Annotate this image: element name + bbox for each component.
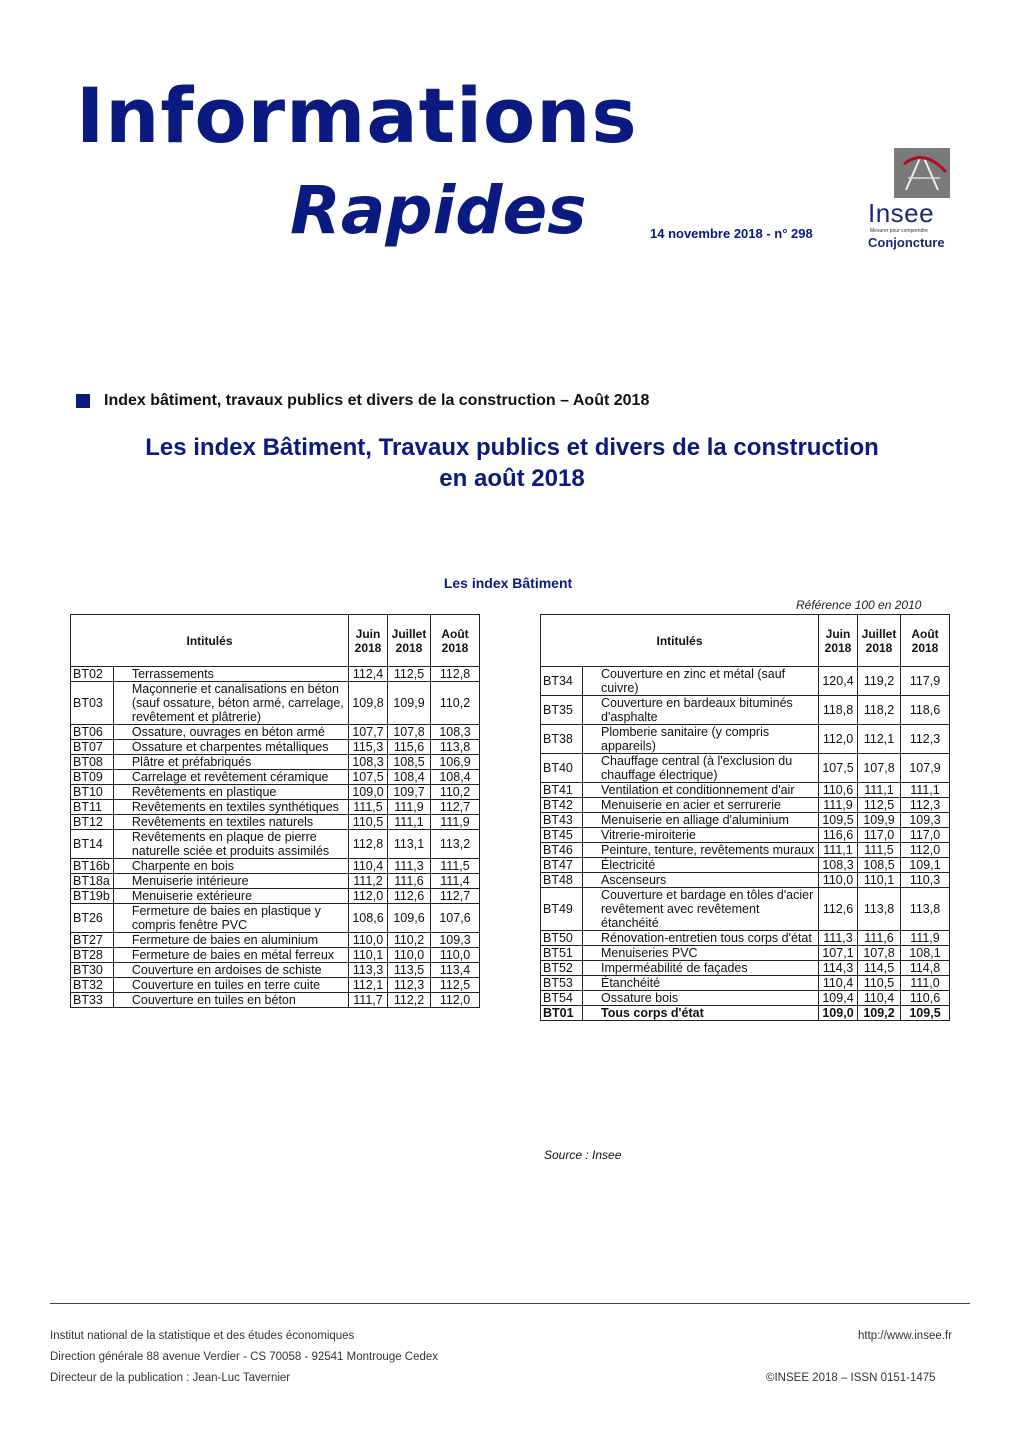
row-value-august: 109,1: [901, 858, 950, 873]
reference-note: Référence 100 en 2010: [796, 598, 922, 612]
brand-subtitle: Rapides: [290, 172, 587, 249]
row-value-july: 113,1: [388, 830, 431, 859]
row-value-june: 107,5: [349, 770, 388, 785]
row-value-july: 113,8: [858, 888, 901, 931]
table-row: [541, 946, 950, 961]
row-code: BT52: [541, 961, 583, 976]
row-value-june: 109,0: [819, 1006, 858, 1021]
row-value-july: 111,3: [388, 859, 431, 874]
header-august: Août 2018: [901, 615, 950, 667]
row-code: BT18a: [71, 874, 114, 889]
row-value-july: 107,8: [388, 725, 431, 740]
row-value-august: 108,3: [431, 725, 480, 740]
row-value-august: 112,0: [901, 843, 950, 858]
header-label: Intitulés: [541, 615, 819, 667]
row-label: Couverture en tuiles en terre cuite: [113, 978, 348, 993]
row-value-august: 112,5: [431, 978, 480, 993]
row-code: BT54: [541, 991, 583, 1006]
row-code: BT40: [541, 754, 583, 783]
row-value-july: 112,5: [858, 798, 901, 813]
row-label: Plomberie sanitaire (y compris appareils): [583, 725, 819, 754]
row-value-august: 117,0: [901, 828, 950, 843]
row-value-june: 118,8: [819, 696, 858, 725]
header-label: Intitulés: [71, 615, 349, 667]
row-value-july: 110,4: [858, 991, 901, 1006]
table-row: [541, 828, 950, 843]
row-value-august: 113,2: [431, 830, 480, 859]
row-value-june: 110,4: [349, 859, 388, 874]
row-label: Revêtements en plastique: [113, 785, 348, 800]
insee-logo: [868, 148, 960, 252]
table-row: [71, 859, 480, 874]
logo-tagline: Mesurer pour comprendre: [870, 228, 928, 234]
row-value-august: 111,5: [431, 859, 480, 874]
row-value-july: 113,5: [388, 963, 431, 978]
main-title-line1: Les index Bâtiment, Travaux publics et divers de la construction: [145, 434, 879, 461]
row-label: Vitrerie-miroiterie: [583, 828, 819, 843]
row-code: BT27: [71, 933, 114, 948]
row-value-july: 115,6: [388, 740, 431, 755]
row-label: Couverture en tuiles en béton: [113, 993, 348, 1008]
row-value-august: 108,1: [901, 946, 950, 961]
row-code: BT01: [541, 1006, 583, 1021]
table-row: [71, 993, 480, 1008]
row-value-august: 109,3: [431, 933, 480, 948]
table-caption: Les index Bâtiment: [443, 575, 573, 591]
row-value-july: 109,6: [388, 904, 431, 933]
row-value-june: 108,3: [349, 755, 388, 770]
logo-name: Insee: [868, 198, 935, 228]
row-code: BT50: [541, 931, 583, 946]
row-value-july: 108,4: [388, 770, 431, 785]
row-value-august: 112,0: [431, 993, 480, 1008]
row-code: BT53: [541, 976, 583, 991]
row-value-june: 113,3: [349, 963, 388, 978]
row-value-july: 112,3: [388, 978, 431, 993]
row-value-july: 117,0: [858, 828, 901, 843]
row-value-august: 107,6: [431, 904, 480, 933]
row-code: BT19b: [71, 889, 114, 904]
row-value-july: 109,9: [388, 682, 431, 725]
table-row: [541, 961, 950, 976]
row-code: BT26: [71, 904, 114, 933]
row-label: Ascenseurs: [583, 873, 819, 888]
row-code: BT34: [541, 667, 583, 696]
row-value-july: 109,7: [388, 785, 431, 800]
row-value-august: 110,3: [901, 873, 950, 888]
row-code: BT28: [71, 948, 114, 963]
row-value-august: 111,4: [431, 874, 480, 889]
footer-institute: Institut national de la statistique et des études économiques: [50, 1330, 355, 1342]
table-row: [541, 931, 950, 946]
section-heading: [76, 392, 649, 410]
row-value-july: 114,5: [858, 961, 901, 976]
row-label: Revêtements en plaque de pierre naturelle sciée et produits assimilés: [113, 830, 348, 859]
row-label: Chauffage central (à l'exclusion du chauffage électrique): [583, 754, 819, 783]
table-row: [541, 976, 950, 991]
row-value-july: 110,5: [858, 976, 901, 991]
row-label: Terrassements: [113, 667, 348, 682]
table-row: [71, 800, 480, 815]
row-value-june: 112,8: [349, 830, 388, 859]
row-code: BT16b: [71, 859, 114, 874]
row-code: BT45: [541, 828, 583, 843]
row-code: BT07: [71, 740, 114, 755]
row-value-june: 116,6: [819, 828, 858, 843]
row-value-august: 110,2: [431, 682, 480, 725]
row-label: Revêtements en textiles naturels: [113, 815, 348, 830]
row-label: Ventilation et conditionnement d'air: [583, 783, 819, 798]
main-title-line2: en août 2018: [439, 465, 585, 492]
row-value-june: 111,1: [819, 843, 858, 858]
row-value-june: 109,8: [349, 682, 388, 725]
footer-url[interactable]: http://www.insee.fr: [858, 1330, 952, 1342]
header-june: Juin 2018: [819, 615, 858, 667]
row-value-july: 118,2: [858, 696, 901, 725]
table-row: [71, 682, 480, 725]
table-row: [71, 815, 480, 830]
row-label: Ossature et charpentes métalliques: [113, 740, 348, 755]
table-row: [71, 770, 480, 785]
row-code: BT09: [71, 770, 114, 785]
row-value-june: 110,1: [349, 948, 388, 963]
row-value-august: 113,8: [901, 888, 950, 931]
row-code: BT51: [541, 946, 583, 961]
row-code: BT38: [541, 725, 583, 754]
row-value-august: 106,9: [431, 755, 480, 770]
table-row: [71, 889, 480, 904]
row-label: Ossature bois: [583, 991, 819, 1006]
index-table-right: [540, 614, 950, 1021]
row-value-june: 120,4: [819, 667, 858, 696]
row-value-june: 109,4: [819, 991, 858, 1006]
row-label: Fermeture de baies en aluminium: [113, 933, 348, 948]
index-table-left: [70, 614, 480, 1008]
table-row: [541, 783, 950, 798]
row-value-july: 112,1: [858, 725, 901, 754]
table-row: [71, 725, 480, 740]
row-value-august: 111,9: [431, 815, 480, 830]
table-row: [71, 904, 480, 933]
row-value-july: 107,8: [858, 946, 901, 961]
row-value-july: 112,5: [388, 667, 431, 682]
row-value-august: 111,0: [901, 976, 950, 991]
issue-date: 14 novembre 2018 - n° 298: [650, 226, 813, 241]
logo-mark-icon: [894, 148, 950, 198]
table-row: [541, 813, 950, 828]
row-code: BT32: [71, 978, 114, 993]
row-value-august: 108,4: [431, 770, 480, 785]
row-value-july: 108,5: [858, 858, 901, 873]
row-value-july: 109,9: [858, 813, 901, 828]
row-label: Charpente en bois: [113, 859, 348, 874]
row-value-june: 112,0: [819, 725, 858, 754]
table-row: [541, 798, 950, 813]
row-value-july: 111,6: [858, 931, 901, 946]
header-july: Juillet 2018: [858, 615, 901, 667]
row-value-august: 114,8: [901, 961, 950, 976]
source-note: Source : Insee: [544, 1148, 622, 1162]
row-value-july: 111,9: [388, 800, 431, 815]
row-value-june: 108,6: [349, 904, 388, 933]
table-row: [71, 740, 480, 755]
row-value-june: 107,1: [819, 946, 858, 961]
row-value-august: 110,0: [431, 948, 480, 963]
row-code: BT46: [541, 843, 583, 858]
row-label: Fermeture de baies en plastique y compris fenêtre PVC: [113, 904, 348, 933]
row-label: Menuiseries PVC: [583, 946, 819, 961]
table-row: [71, 785, 480, 800]
row-value-august: 112,3: [901, 798, 950, 813]
row-value-june: 110,0: [819, 873, 858, 888]
row-label: Couverture en zinc et métal (sauf cuivre): [583, 667, 819, 696]
row-code: BT08: [71, 755, 114, 770]
row-value-august: 110,2: [431, 785, 480, 800]
table-row: [71, 963, 480, 978]
main-title: [0, 432, 1024, 494]
row-value-july: 110,2: [388, 933, 431, 948]
row-value-july: 111,5: [858, 843, 901, 858]
row-label: Ossature, ouvrages en béton armé: [113, 725, 348, 740]
table-row: [71, 755, 480, 770]
row-value-june: 108,3: [819, 858, 858, 873]
row-value-august: 112,3: [901, 725, 950, 754]
table-row: [541, 873, 950, 888]
row-label: Carrelage et revêtement céramique: [113, 770, 348, 785]
footer-address: Direction générale 88 avenue Verdier - CS 70058 - 92541 Montrouge Cedex: [50, 1351, 439, 1363]
row-label: Couverture en bardeaux bituminés d'asphalte: [583, 696, 819, 725]
row-value-june: 111,7: [349, 993, 388, 1008]
row-label: Tous corps d'état: [583, 1006, 819, 1021]
row-value-july: 110,0: [388, 948, 431, 963]
table-row: [541, 696, 950, 725]
row-code: BT12: [71, 815, 114, 830]
header-june: Juin 2018: [349, 615, 388, 667]
row-value-june: 112,0: [349, 889, 388, 904]
table-row: [541, 1006, 950, 1021]
row-value-june: 109,0: [349, 785, 388, 800]
row-code: BT03: [71, 682, 114, 725]
row-value-august: 112,8: [431, 667, 480, 682]
row-code: BT33: [71, 993, 114, 1008]
row-value-august: 113,8: [431, 740, 480, 755]
footer-copyright: ©INSEE 2018 – ISSN 0151-1475: [766, 1372, 936, 1384]
row-value-june: 110,5: [349, 815, 388, 830]
row-code: BT41: [541, 783, 583, 798]
row-code: BT11: [71, 800, 114, 815]
header-july: Juillet 2018: [388, 615, 431, 667]
footer-director: Directeur de la publication : Jean-Luc Tavernier: [50, 1372, 291, 1384]
table-row: [541, 754, 950, 783]
table-row: [71, 830, 480, 859]
footer-divider: [50, 1303, 970, 1304]
row-label: Menuiserie extérieure: [113, 889, 348, 904]
row-code: BT48: [541, 873, 583, 888]
row-value-june: 115,3: [349, 740, 388, 755]
row-value-june: 107,5: [819, 754, 858, 783]
table-row: [71, 874, 480, 889]
table-row: [71, 667, 480, 682]
row-code: BT02: [71, 667, 114, 682]
row-label: Maçonnerie et canalisations en béton (sauf ossature, béton armé, carrelage, revêtement et plâtrerie): [113, 682, 348, 725]
table-row: [541, 888, 950, 931]
row-value-june: 111,3: [819, 931, 858, 946]
section-heading-text: Index bâtiment, travaux publics et divers de la construction – Août 2018: [104, 392, 650, 409]
row-value-june: 110,4: [819, 976, 858, 991]
row-code: BT30: [71, 963, 114, 978]
row-value-june: 114,3: [819, 961, 858, 976]
row-value-august: 109,5: [901, 1006, 950, 1021]
row-value-july: 107,8: [858, 754, 901, 783]
row-code: BT49: [541, 888, 583, 931]
row-label: Peinture, tenture, revêtements muraux: [583, 843, 819, 858]
row-value-june: 112,6: [819, 888, 858, 931]
logo-section: Conjoncture: [868, 235, 945, 250]
row-label: Plâtre et préfabriqués: [113, 755, 348, 770]
row-value-july: 111,1: [388, 815, 431, 830]
row-label: Imperméabilité de façades: [583, 961, 819, 976]
row-value-july: 109,2: [858, 1006, 901, 1021]
table-row: [541, 667, 950, 696]
row-label: Étanchéité: [583, 976, 819, 991]
row-value-july: 110,1: [858, 873, 901, 888]
row-value-july: 119,2: [858, 667, 901, 696]
row-label: Menuiserie en alliage d'aluminium: [583, 813, 819, 828]
row-value-july: 108,5: [388, 755, 431, 770]
row-value-august: 107,9: [901, 754, 950, 783]
row-value-august: 113,4: [431, 963, 480, 978]
row-label: Rénovation-entretien tous corps d'état: [583, 931, 819, 946]
row-value-june: 111,9: [819, 798, 858, 813]
row-value-august: 117,9: [901, 667, 950, 696]
header-august: Août 2018: [431, 615, 480, 667]
row-code: BT10: [71, 785, 114, 800]
row-value-june: 112,1: [349, 978, 388, 993]
row-value-august: 111,9: [901, 931, 950, 946]
row-label: Menuiserie intérieure: [113, 874, 348, 889]
row-label: Revêtements en textiles synthétiques: [113, 800, 348, 815]
table-row: [71, 948, 480, 963]
row-value-august: 118,6: [901, 696, 950, 725]
row-value-august: 112,7: [431, 800, 480, 815]
brand-title: Informations: [76, 71, 638, 160]
row-value-august: 112,7: [431, 889, 480, 904]
table-row: [541, 858, 950, 873]
row-value-july: 112,6: [388, 889, 431, 904]
row-value-june: 107,7: [349, 725, 388, 740]
bullet-square-icon: [76, 394, 90, 408]
row-value-june: 109,5: [819, 813, 858, 828]
table-row: [71, 978, 480, 993]
row-label: Électricité: [583, 858, 819, 873]
table-row: [71, 933, 480, 948]
row-label: Menuiserie en acier et serrurerie: [583, 798, 819, 813]
row-value-june: 110,0: [349, 933, 388, 948]
table-row: [541, 725, 950, 754]
row-code: BT43: [541, 813, 583, 828]
row-label: Couverture en ardoises de schiste: [113, 963, 348, 978]
row-value-june: 111,2: [349, 874, 388, 889]
row-label: Couverture et bardage en tôles d'acier revêtement avec revêtement étanchéité: [583, 888, 819, 931]
table-row: [541, 843, 950, 858]
row-code: BT35: [541, 696, 583, 725]
row-value-june: 110,6: [819, 783, 858, 798]
table-row: [541, 991, 950, 1006]
row-label: Fermeture de baies en métal ferreux: [113, 948, 348, 963]
row-value-july: 112,2: [388, 993, 431, 1008]
row-code: BT47: [541, 858, 583, 873]
row-value-june: 111,5: [349, 800, 388, 815]
row-value-june: 112,4: [349, 667, 388, 682]
row-value-july: 111,1: [858, 783, 901, 798]
row-code: BT06: [71, 725, 114, 740]
row-value-august: 110,6: [901, 991, 950, 1006]
row-code: BT42: [541, 798, 583, 813]
row-value-july: 111,6: [388, 874, 431, 889]
row-code: BT14: [71, 830, 114, 859]
row-value-august: 109,3: [901, 813, 950, 828]
row-value-august: 111,1: [901, 783, 950, 798]
